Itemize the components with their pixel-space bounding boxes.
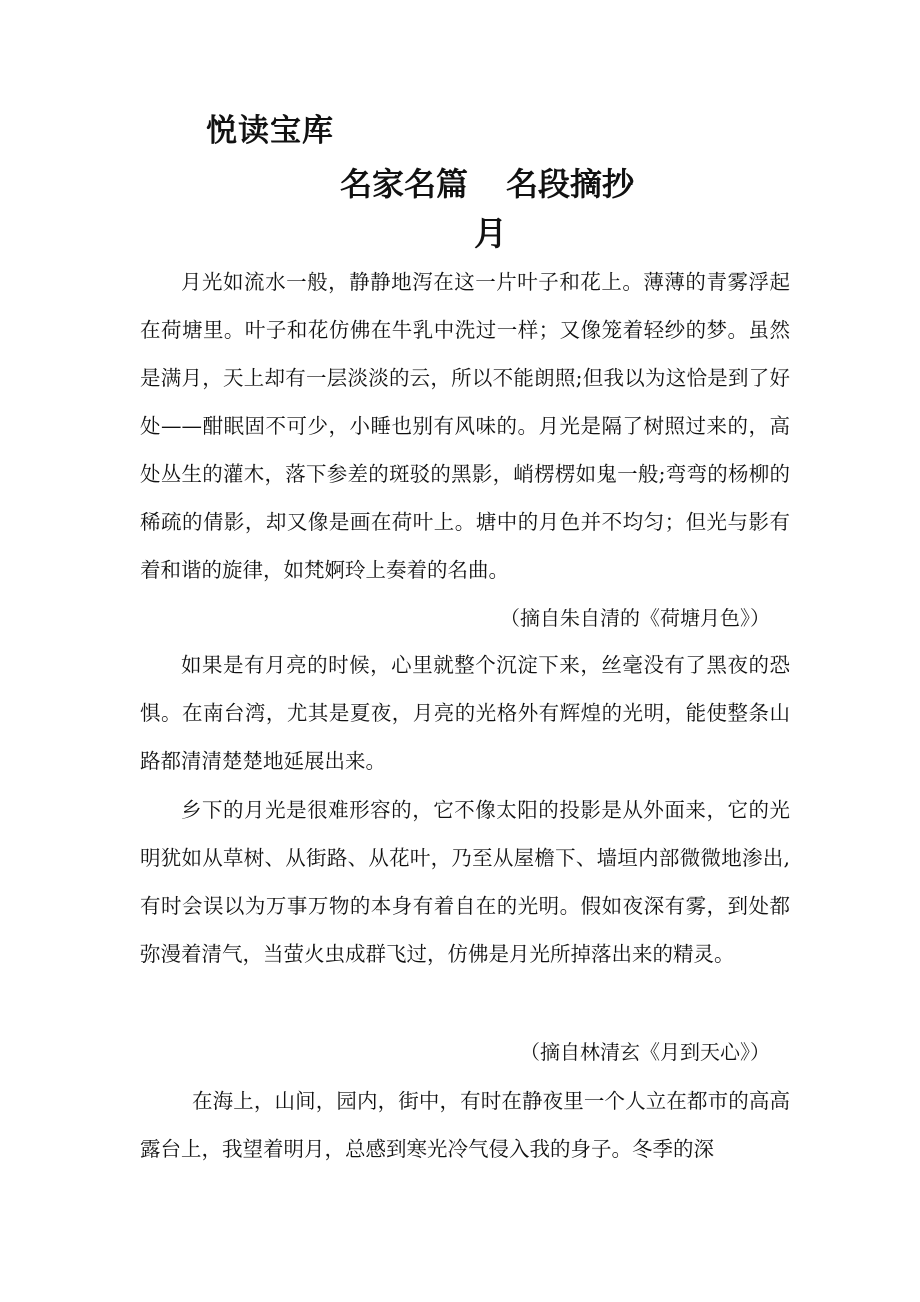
paragraph-1: 月光如流水一般，静静地泻在这一片叶子和花上。薄薄的青雾浮起在荷塘里。叶子和花仿佛在牛乳中洗过一样；又像笼着轻纱的梦。虽然是满月，天上却有一层淡淡的云，所以不能朗照;但我以为这恰是到了好处——酣眠固不可少，小睡也别有风味的。月光是隔了树照过来的，高处丛生的灌木，落下参差的斑驳的黑影，峭楞楞如鬼一般;弯弯的杨柳的稀疏的倩影，却又像是画在荷叶上。塘中的月色并不均匀；但光与影有着和谐的旋律，如梵婀玲上奏着的名曲。 <box>140 270 790 582</box>
section-heading <box>340 162 634 206</box>
source-citation-1: （摘自朱自清的《荷塘月色》） <box>500 606 770 630</box>
paragraph-4: 在海上，山间，园内，街中，有时在静夜里一个人立在都市的高高露台上，我望着明月，总感到寒光冷气侵入我的身子。冬季的深 <box>140 1089 790 1161</box>
source-citation-2: （摘自林清玄《月到天心》） <box>520 1040 770 1064</box>
heading-famous-works: 名家名篇 <box>340 165 469 203</box>
paragraph-3: 乡下的月光是很难形容的，它不像太阳的投影是从外面来，它的光明犹如从草树、从街路、从花叶，乃至从屋檐下、墙垣内部微微地渗出,有时会误以为万事万物的本身有着自在的光明。假如夜深有雾，到处都弥漫着清气，当萤火虫成群飞过，仿佛是月光所掉落出来的精灵。 <box>140 798 790 966</box>
subject-title: 月 <box>474 214 507 253</box>
heading-excerpts: 名段摘抄 <box>506 165 635 203</box>
brand-title: 悦读宝库 <box>206 113 334 149</box>
paragraph-2: 如果是有月亮的时候，心里就整个沉淀下来，丝毫没有了黑夜的恐惧。在南台湾，尤其是夏夜，月亮的光格外有辉煌的光明，能使整条山路都清清楚楚地延展出来。 <box>140 653 790 773</box>
